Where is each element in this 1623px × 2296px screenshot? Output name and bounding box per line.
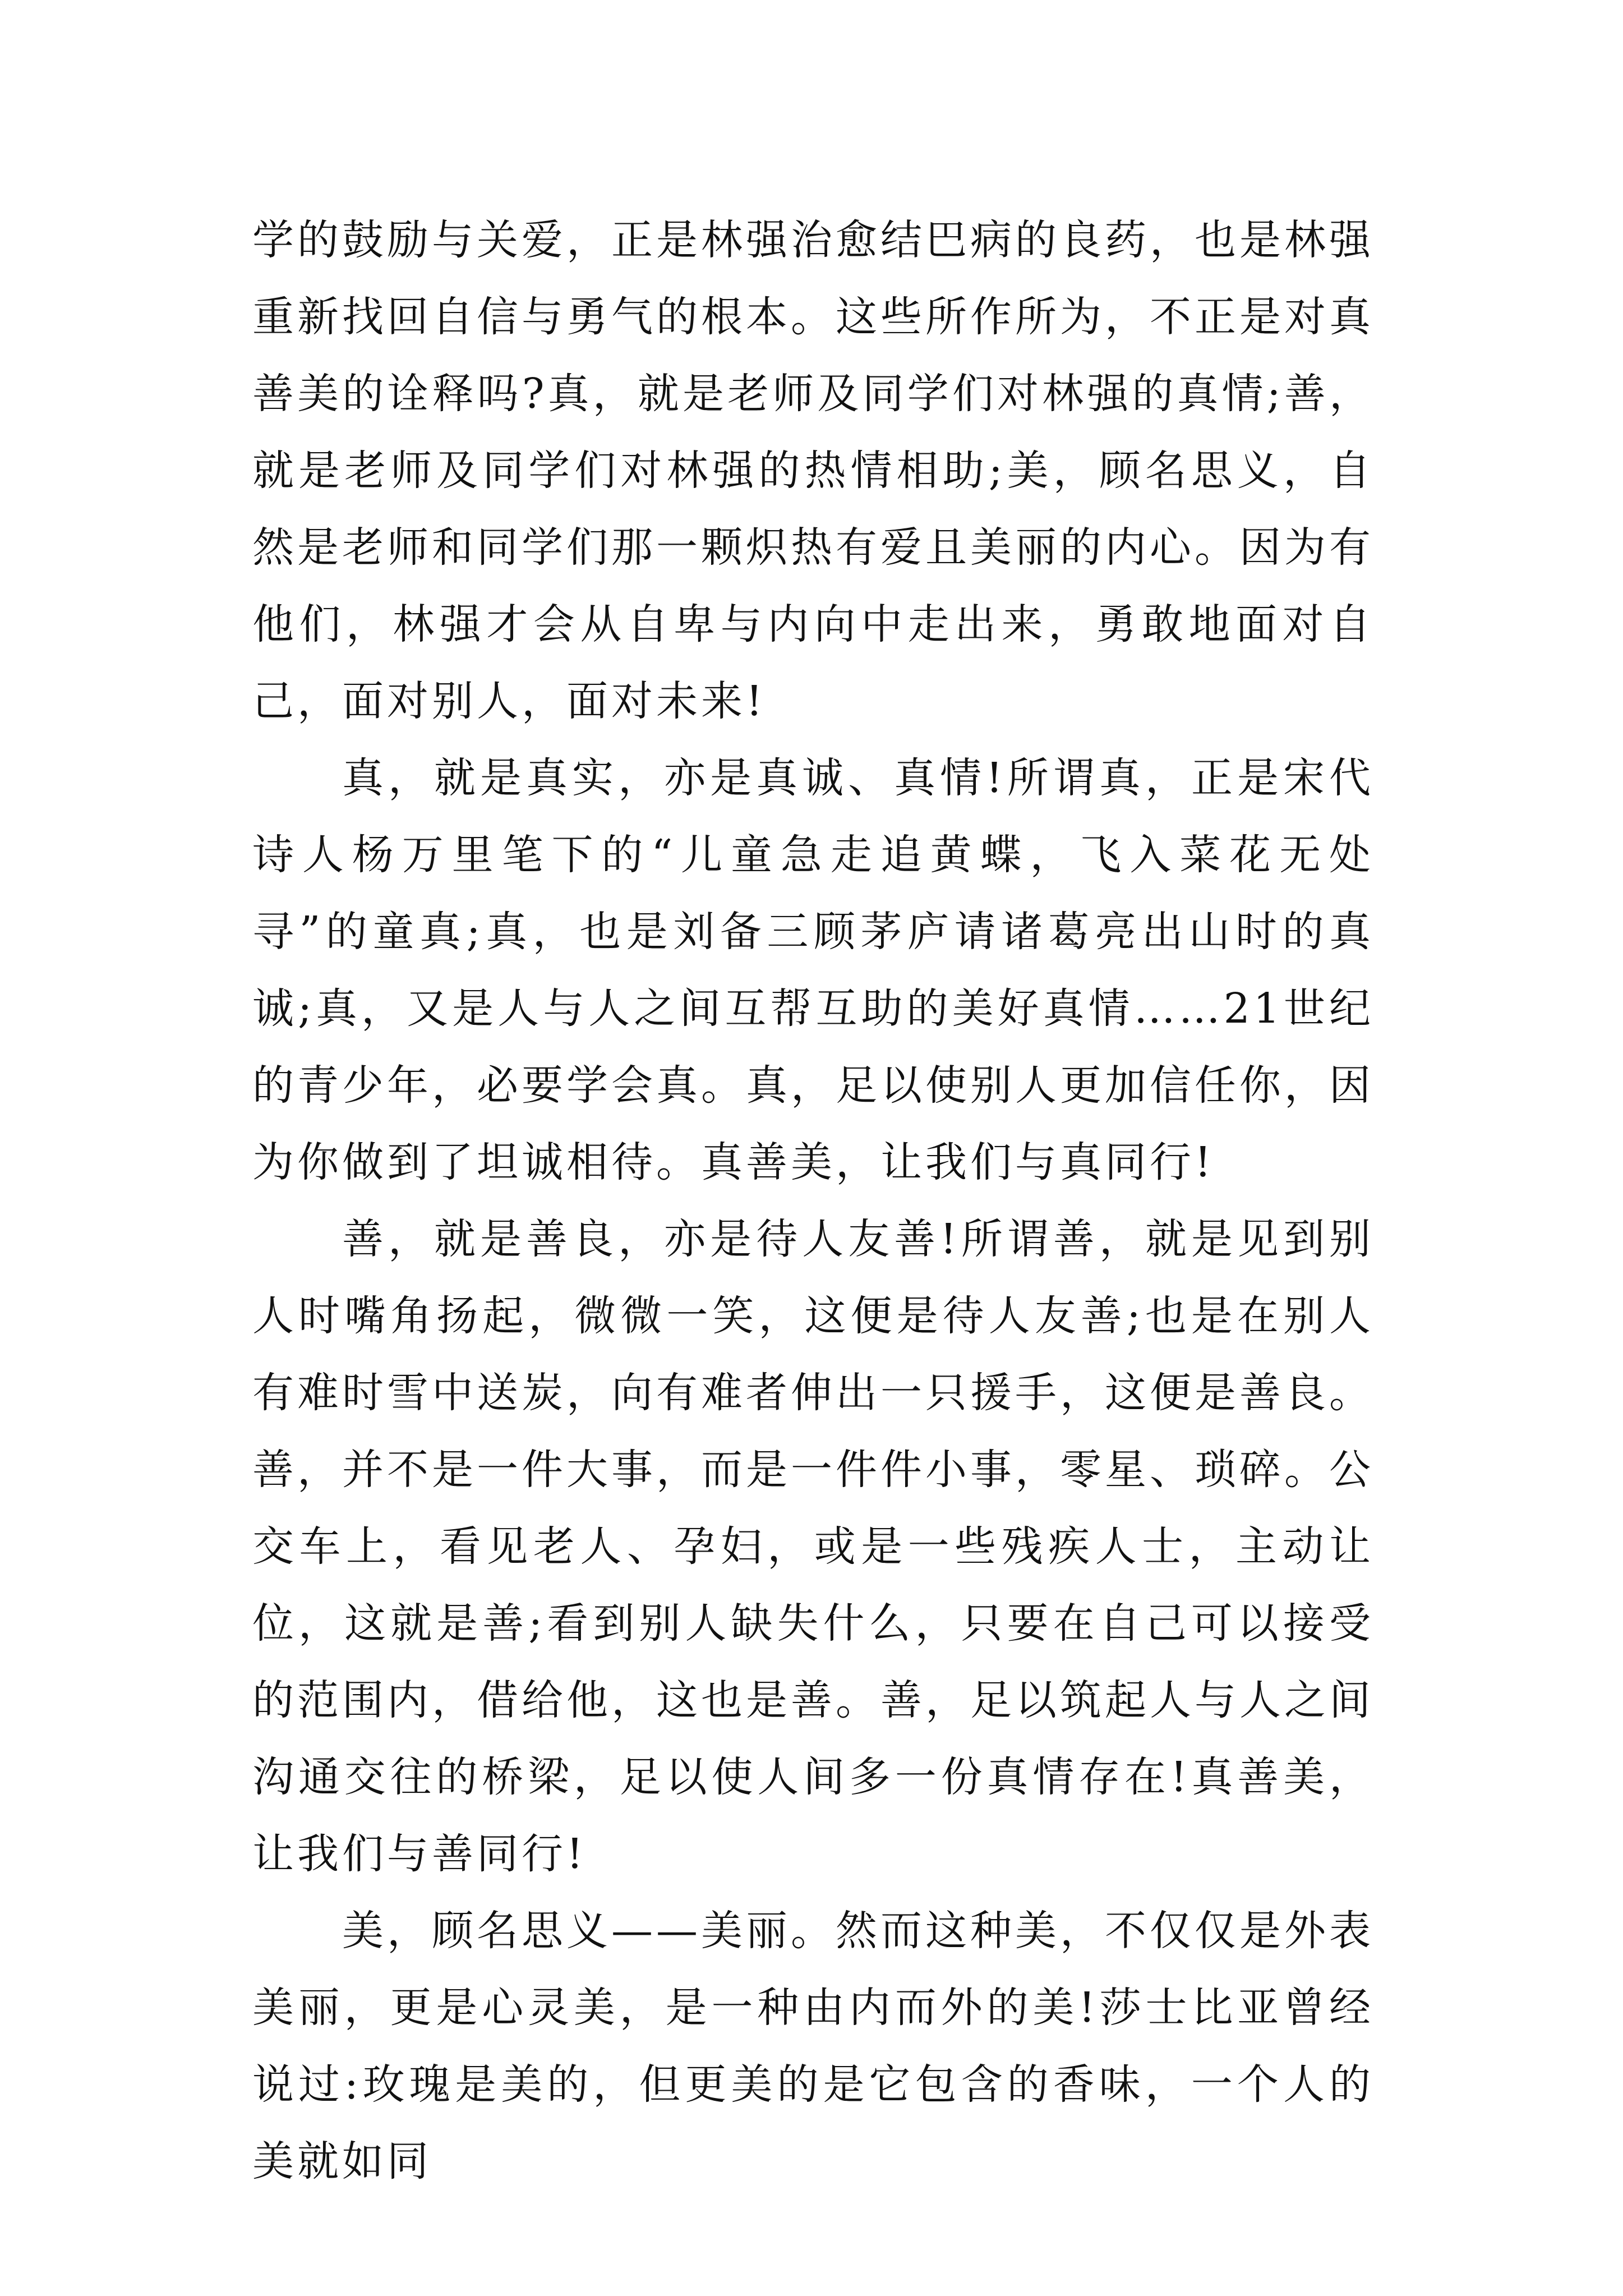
paragraph-3: 善，就是善良，亦是待人友善!所谓善，就是见到别人时嘴角扬起，微微一笑，这便是待人友善;也是在别人有难时雪中送炭，向有难者伸出一只援手，这便是善良。善，并不是一件大事，而是一件件小事，零星、琐碎。公交车上，看见老人、孕妇，或是一些残疾人士，主动让位，这就是善;看到别人缺失什么，只要在自己可以接受的范围内，借给他，这也是善。善，足以筑起人与人之间沟通交往的桥梁，足以使人间多一份真情存在!真善美，让我们与善同行! [252,1215,1374,1878]
paragraph-2: 真，就是真实，亦是真诚、真情!所谓真，正是宋代诗人杨万里笔下的“儿童急走追黄蝶，飞入菜花无处寻”的童真;真，也是刘备三顾茅庐请诸葛亮出山时的真诚;真，又是人与人之间互帮互助的美好真情……21世纪的青少年，必要学会真。真，足以使别人更加信任你，因为你做到了坦诚相待。真善美，让我们与真同行! [252,754,1374,1186]
paragraph-1: 学的鼓励与关爱，正是林强治愈结巴病的良药，也是林强重新找回自信与勇气的根本。这些所作所为，不正是对真善美的诠释吗?真，就是老师及同学们对林强的真情;善，就是老师及同学们对林强的热情相助;美，顾名思义，自然是老师和同学们那一颗炽热有爱且美丽的内心。因为有他们，林强才会从自卑与内向中走出来，勇敢地面对自己，面对别人，面对未来! [252,216,1374,725]
body-text [252,202,1374,2200]
paragraph-4: 美，顾名思义——美丽。然而这种美，不仅仅是外表美丽，更是心灵美，是一种由内而外的美!莎士比亚曾经说过:玫瑰是美的，但更美的是它包含的香味，一个人的美就如同 [252,1907,1374,2185]
